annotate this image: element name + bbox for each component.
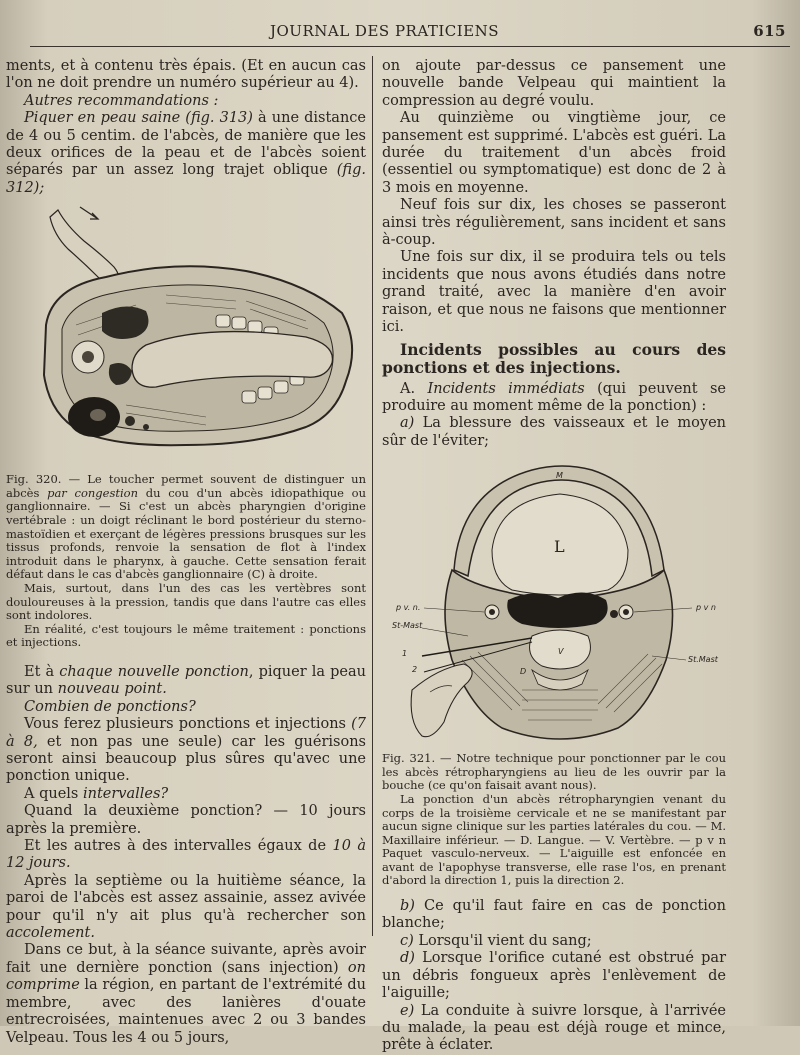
label-M: M xyxy=(556,471,563,481)
running-header xyxy=(0,18,800,44)
spacer xyxy=(6,650,366,664)
label-direction-2: 2 xyxy=(412,665,418,675)
spacer xyxy=(382,888,726,898)
figure-321-caption-detail: La ponction d'un abcès rétropharyngien venant du corps de la troisième cervicale et ne se manifestant par aucun signe clinique sur les parties latérales du cou. — M. Maxillaire inférieur. — D. Langue. — V. Vertèbre. — p v n Paquet vasculo-nerveux. — L'aiguille est enfoncée en avant de l'apophyse transverse, elle rase l'os, en prenant d'abord la direction 1, puis la direction 2. xyxy=(382,791,726,888)
section-heading: Incidents possibles au cours des ponctions et des injections. xyxy=(382,339,726,377)
paragraph: Piquer en peau saine (fig. 313) à une distance de 4 ou 5 centim. de l'abcès, de manière que les deux orifices de la peau et de l'abcès soient séparés par un assez long trajet oblique (fig. 312); xyxy=(6,110,366,196)
list-item: e) La conduite à suivre lorsque, à l'arrivée du malade, la peau est déjà rouge et mince, prête à éclater. xyxy=(382,1002,726,1054)
paragraph: A quels intervalles? xyxy=(24,785,169,802)
header-rule xyxy=(30,46,790,47)
list-item: d) Lorsque l'orifice cutané est obstrué par un débris fongueux après l'enlèvement de l'aiguille; xyxy=(382,950,726,1002)
journal-title: JOURNAL DES PRATICIENS xyxy=(270,22,500,40)
figure-320-illustration xyxy=(6,205,366,467)
label-V: V xyxy=(558,647,564,657)
label-pvn-left: p v. n. xyxy=(396,603,421,613)
paragraph: Une fois sur dix, il se produira tels ou tels incidents que nous avons étudiés dans notre grand traité, avec la manière d'en avoir raison, et que nous ne faisons que mentionner ici. xyxy=(382,249,726,336)
list-item: b) Ce qu'il faut faire en cas de ponction blanche; xyxy=(382,898,726,932)
paragraph: Après la septième ou la huitième séance, la paroi de l'abcès est assez assainie, assez avivée pour qu'il n'y ait plus qu'à rechercher son accolement. xyxy=(6,872,366,942)
figure-320-caption-note: Mais, surtout, dans l'un des cas les vertèbres sont douloureuses à la pression, tandis que dans l'autre cas elles sont indolores. xyxy=(6,581,366,623)
paragraph: ments, et à contenu très épais. (Et en aucun cas l'on ne doit prendre un numéro supérieur au 4). xyxy=(6,58,366,92)
figure-320 xyxy=(6,205,366,650)
label-direction-1: 1 xyxy=(402,649,408,659)
left-column xyxy=(6,58,366,1047)
subheading: Autres recommandations : xyxy=(24,92,219,109)
paragraph: Neuf fois sur dix, les choses se passeront ainsi très régulièrement, sans incident et sans à-coup. xyxy=(382,197,726,249)
label-stmast-right: St.Mast xyxy=(688,655,718,665)
paragraph: Au quinzième ou vingtième jour, ce pansement est supprimé. L'abcès est guéri. La durée du traitement d'un abcès froid (essentiel ou symptomatique) est donc de 2 à 3 mois en moyenne. xyxy=(382,110,726,196)
paragraph: Et les autres à des intervalles égaux de 10 à 12 jours. xyxy=(6,838,366,872)
paragraph: Quand la deuxième ponction? — 10 jours après la première. xyxy=(6,803,366,837)
list-item: c) Lorsqu'il vient du sang; xyxy=(400,932,592,949)
label-D: D xyxy=(520,667,527,677)
column-rule xyxy=(372,56,373,936)
figure-320-caption: Fig. 320. — Le toucher permet souvent de distinguer un abcès par congestion du cou d'un abcès idiopathique ou ganglionnaire. — Si c'est un abcès pharyngien d'origine vertébrale : un doigt réclinant le bord postérieur du sterno-mastoïdien et exerçant de légères pressions brusques sur les tissus profonds, renvoie la sensation de flot à l'index introduit dans le pharynx, à gauche. Cette sensation ferait défaut dans le cas d'abcès ganglionnaire (C) à droite. xyxy=(6,472,366,582)
paragraph: Et à chaque nouvelle ponction, piquer la peau sur un nouveau point. xyxy=(6,663,366,698)
paragraph: Vous ferez plusieurs ponctions et injections (7 à 8, et non pas une seule) car les guérisons seront ainsi beaucoup plus sûres qu'avec une ponction unique. xyxy=(6,716,366,785)
label-L: L xyxy=(554,537,565,557)
figure-321 xyxy=(382,460,726,888)
label-stmast-left: St-Mast xyxy=(392,621,423,631)
figure-321-caption: Fig. 321. — Notre technique pour ponctionner par le cou les abcès rétropharyngiens au lieu de les ouvrir par la bouche (ce qu'on faisait avant nous). xyxy=(382,751,726,793)
figure-321-illustration xyxy=(382,460,726,748)
subheading: Combien de ponctions? xyxy=(24,698,196,715)
paragraph: Dans ce but, à la séance suivante, après avoir fait une dernière ponction (sans injection) on comprime la région, en partant de l'extrémité du membre, avec des lanières d'ouate entrecroisées, maintenues avec 2 ou 3 bandes Velpeau. Tous les 4 ou 5 jours, xyxy=(6,942,366,1046)
figure-320-caption-note: En réalité, c'est toujours le même traitement : ponctions et injections. xyxy=(6,621,366,650)
right-column xyxy=(382,58,726,1055)
paragraph: on ajoute par-dessus ce pansement une nouvelle bande Velpeau qui maintient la compression au degré voulu. xyxy=(382,58,726,109)
paragraph: A. Incidents immédiats (qui peuvent se produire au moment même de la ponction) : xyxy=(382,380,726,414)
label-pvn-right: p v n xyxy=(696,603,716,613)
page-number: 615 xyxy=(753,22,786,40)
paragraph: a) La blessure des vaisseaux et le moyen sûr de l'éviter; xyxy=(382,415,726,449)
